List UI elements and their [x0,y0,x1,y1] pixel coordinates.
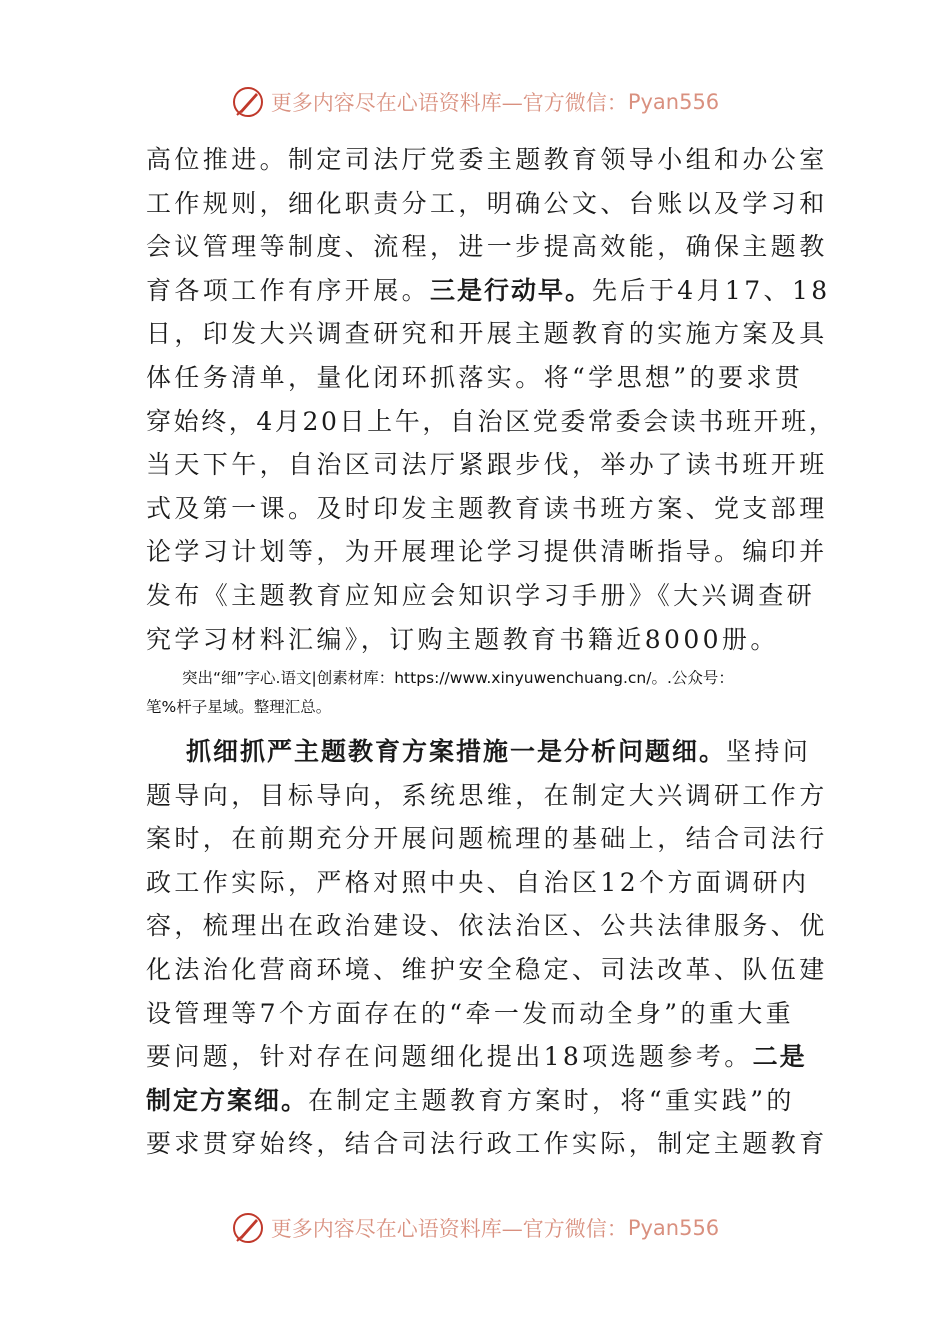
footer-banner [0,1208,950,1248]
quill-logo-icon [231,85,265,119]
header-handle: Pyan556 [627,90,720,114]
text-line: 设管理等7个方面存在的“牵一发而动全身”的重大重 [146,998,795,1028]
quill-logo-icon [231,1211,265,1245]
text-run: 育各项工作有序开展。 [146,275,431,305]
text-line: 当天下午，自治区司法厅紧跟步伐，举办了读书班开班 [146,450,828,480]
note-line: 笔%杆子星域。整理汇总。 [146,698,332,716]
text-line [146,1035,814,1079]
text-line: 式及第一课。及时印发主题教育读书班方案、党支部理 [146,493,828,523]
text-line: 高位推进。制定司法厅党委主题教育领导小组和办公室 [146,145,828,174]
text-line [146,730,814,774]
footer-handle: Pyan556 [627,1216,720,1240]
text-line: 政工作实际，严格对照中央、自治区12个方面调研内 [146,867,810,897]
text-line [146,1079,814,1123]
text-run: 在制定主题教育方案时，将“重实践”的 [308,1085,795,1115]
bold-heading: 二是 [752,1042,807,1072]
text-line: 案时，在前期充分开展问题梳理的基础上，结合司法行 [146,824,828,854]
text-line: 化法治化营商环境、维护安全稳定、司法改革、队伍建 [146,954,828,984]
text-line: 论学习计划等，为开展理论学习提供清晰指导。编印并 [146,537,828,567]
text-line [146,269,831,313]
text-run: 要问题，针对存在问题细化提出18项选题参考。 [146,1042,753,1072]
text-line: 发布《主题教育应知应会知识学习手册》《大兴调查研 [146,580,816,610]
text-run: 坚持问 [726,737,812,766]
header-banner [0,82,950,122]
text-line: 要求贯穿始终，结合司法行政工作实际，制定主题教育 [146,1129,828,1159]
text-run: 先后于4月17、18 [592,275,831,305]
text-line: 容，梳理出在政治建设、依法治区、公共法律服务、优 [146,911,828,941]
bold-heading: 三是行动早。 [430,275,593,305]
source-note [146,664,826,722]
text-line: 体任务清单，量化闭环抓落实。将“学思想”的要求贯 [146,362,804,392]
footer-text: 更多内容尽在心语资料库—官方微信： [270,1217,628,1241]
text-line: 题导向，目标导向，系统思维，在制定大兴调研工作方 [146,780,828,810]
text-line: 究学习材料汇编》，订购主题教育书籍近8000册。 [146,624,779,654]
text-line: 会议管理等制度、流程，进一步提高效能，确保主题教 [146,232,828,262]
header-text: 更多内容尽在心语资料库—官方微信： [270,91,628,115]
text-line: 日，印发大兴调查研究和开展主题教育的实施方案及具 [146,319,828,349]
note-line: 突出“细”字心.语文|创素材库：https://www.xinyuwenchuang.cn/。.公众号： [182,669,734,687]
bold-heading: 制定方案细。 [146,1085,309,1115]
text-line: 穿始终，4月20日上午，自治区党委常委会读书班开班， [146,406,837,436]
text-line: 工作规则，细化职责分工，明确公文、台账以及学习和 [146,188,828,218]
paragraph-1 [146,138,837,661]
bold-heading: 抓细抓严主题教育方案措施一是分析问题细。 [186,737,727,766]
paragraph-3 [146,730,828,1166]
